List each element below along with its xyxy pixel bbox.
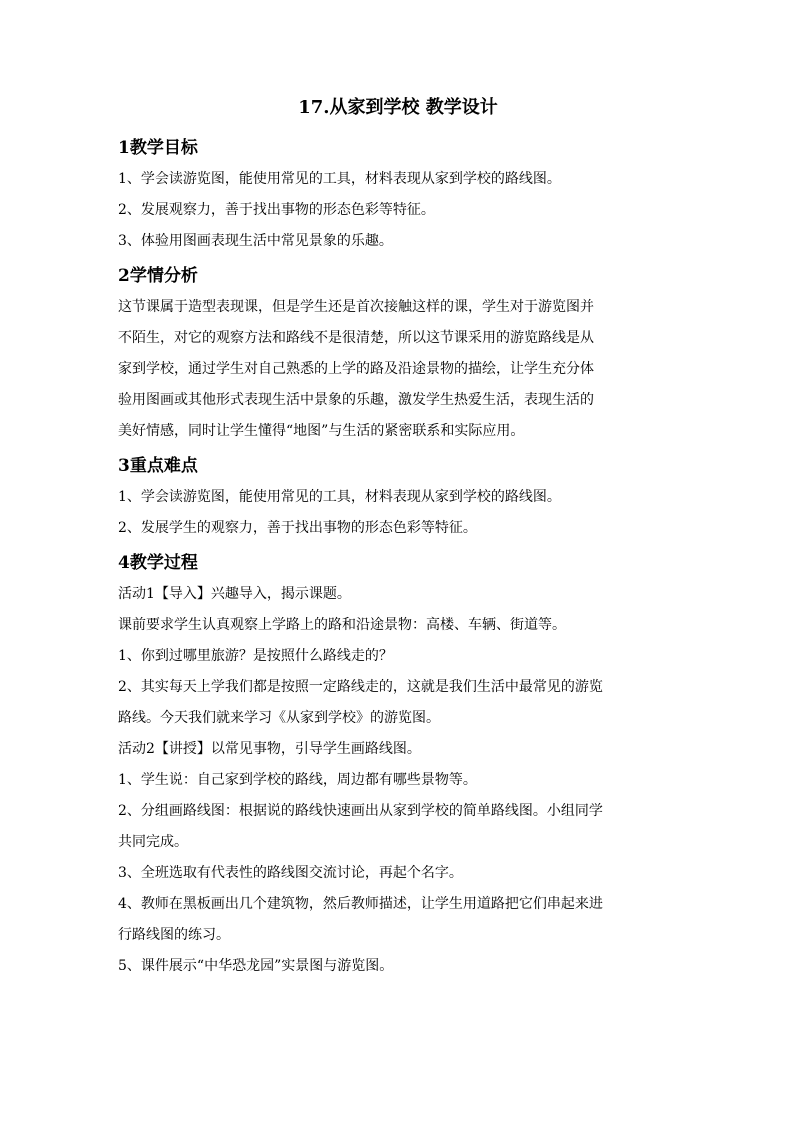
paragraph: 1、学生说：自己家到学校的路线，周边都有哪些景物等。 [118, 772, 477, 788]
document-title: 17.从家到学校 教学设计 [298, 97, 498, 118]
paragraph: 1、学会读游览图，能使用常见的工具，材料表现从家到学校的路线图。 [118, 171, 561, 187]
activity-heading: 活动1【导入】兴趣导入，揭示课题。 [118, 586, 351, 602]
paragraph-line: 不陌生，对它的观察方法和路线不是很清楚，所以这节课采用的游览路线是从 [118, 330, 594, 346]
paragraph-line: 路线。今天我们就来学习《从家到学校》的游览图。 [118, 710, 440, 726]
paragraph-line: 美好情感，同时让学生懂得“地图”与生活的紧密联系和实际应用。 [118, 423, 525, 439]
paragraph: 3、全班选取有代表性的路线图交流讨论，再起个名字。 [118, 865, 463, 881]
section-heading: 1教学目标 [118, 138, 198, 158]
paragraph: 课前要求学生认真观察上学路上的路和沿途景物：高楼、车辆、街道等。 [118, 617, 566, 633]
section-student-analysis [118, 261, 678, 447]
paragraph: 2、发展学生的观察力，善于找出事物的形态色彩等特征。 [118, 520, 477, 536]
paragraph-line: 验用图画或其他形式表现生活中景象的乐趣，激发学生热爱生活，表现生活的 [118, 392, 594, 408]
section-heading: 3重点难点 [118, 456, 198, 476]
paragraph: 1、你到过哪里旅游？是按照什么路线走的？ [118, 648, 393, 664]
paragraph: 2、发展观察力，善于找出事物的形态色彩等特征。 [118, 202, 435, 218]
paragraph: 3、体验用图画表现生活中常见景象的乐趣。 [118, 233, 393, 249]
paragraph-line: 4、教师在黑板画出几个建筑物，然后教师描述，让学生用道路把它们串起来进 [118, 896, 603, 912]
section-teaching-objectives [118, 133, 678, 257]
document-content [118, 94, 678, 982]
paragraph: 5、课件展示“中华恐龙园”实景图与游览图。 [118, 958, 394, 974]
paragraph: 1、学会读游览图，能使用常见的工具，材料表现从家到学校的路线图。 [118, 489, 561, 505]
paragraph-line: 2、其实每天上学我们都是按照一定路线走的，这就是我们生活中最常见的游览 [118, 679, 603, 695]
section-heading: 2学情分析 [118, 266, 198, 286]
section-key-difficulties [118, 451, 678, 544]
section-teaching-process [118, 548, 678, 982]
activity-heading: 活动2【讲授】以常见事物，引导学生画路线图。 [118, 741, 421, 757]
section-heading: 4教学过程 [118, 553, 198, 573]
paragraph-line: 2、分组画路线图：根据说的路线快速画出从家到学校的简单路线图。小组同学 [118, 803, 603, 819]
paragraph-line: 共同完成。 [118, 834, 188, 850]
paragraph-line: 家到学校，通过学生对自己熟悉的上学的路及沿途景物的描绘，让学生充分体 [118, 361, 594, 377]
paragraph-line: 这节课属于造型表现课，但是学生还是首次接触这样的课，学生对于游览图并 [118, 299, 594, 315]
paragraph-line: 行路线图的练习。 [118, 927, 230, 943]
